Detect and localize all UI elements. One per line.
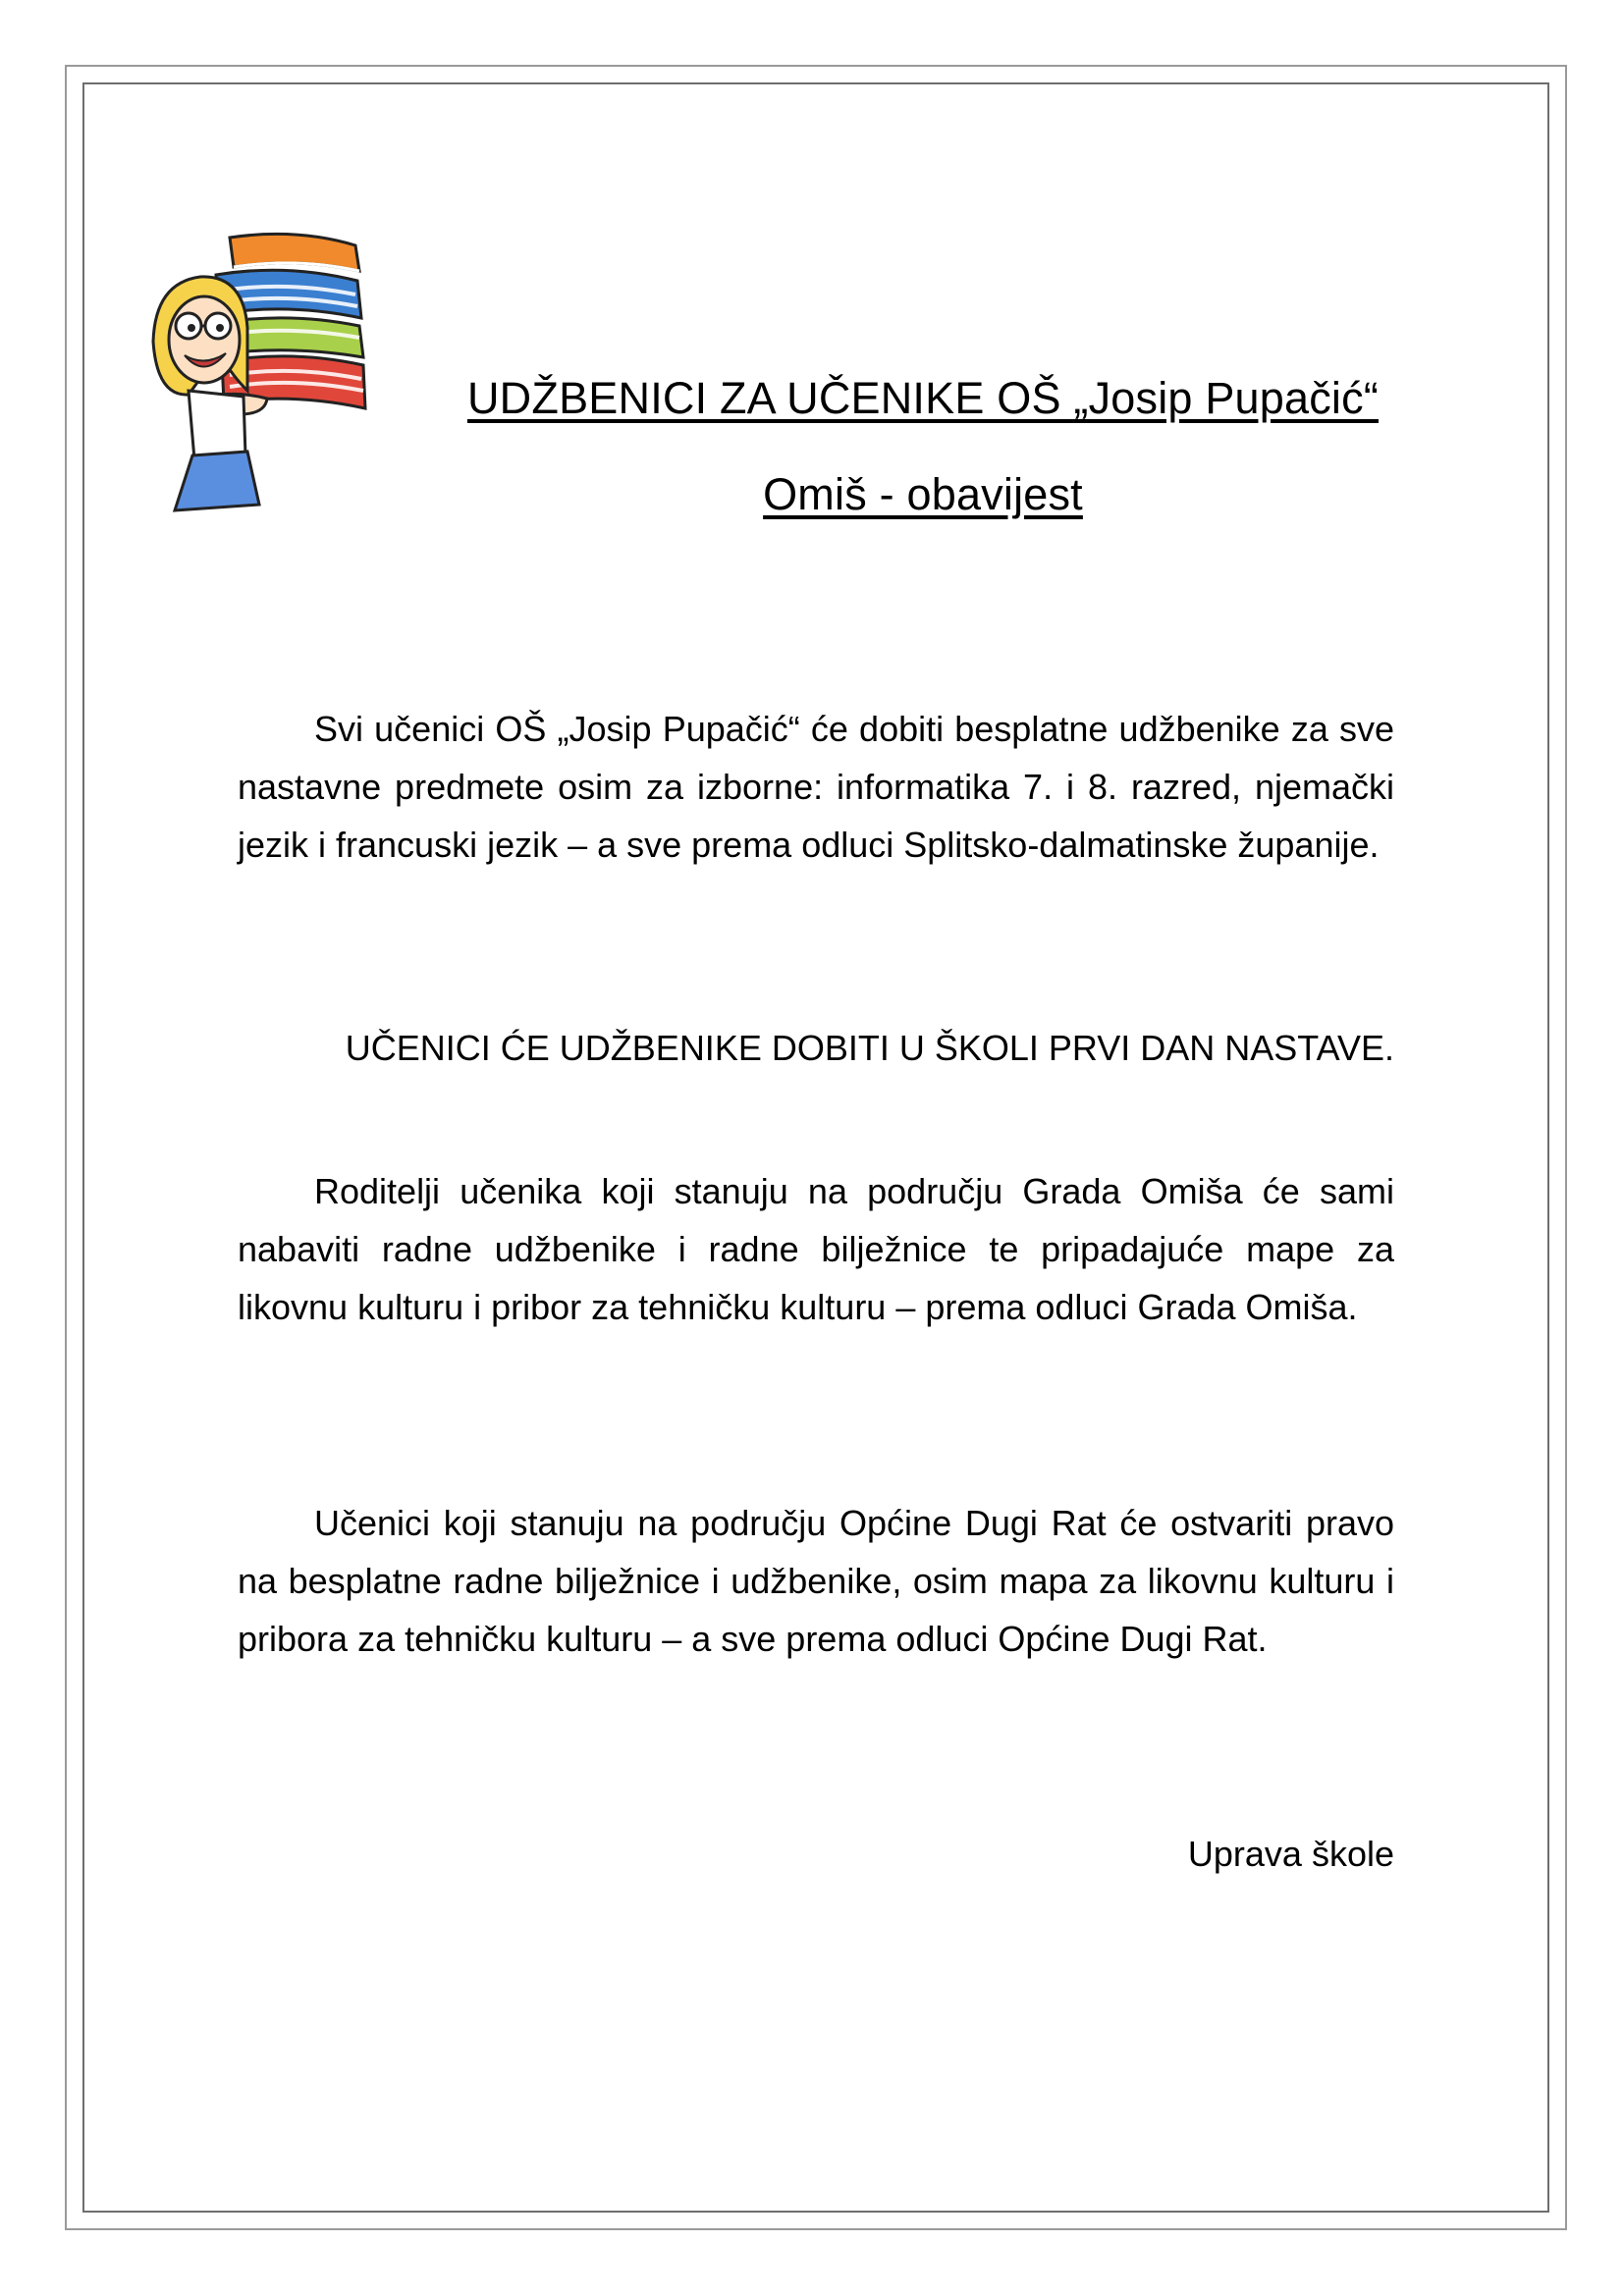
- document-title: UDŽBENICI ZA UČENIKE OŠ „Josip Pupačić“: [466, 373, 1379, 423]
- girl-carrying-books-icon: [149, 224, 395, 518]
- paragraph-free-textbooks: Svi učenici OŠ „Josip Pupačić“ će dobiti besplatne udžbenike za sve nastavne predmete osim za izborne: informatika 7. i 8. razred, njemački jezik i francuski jezik – a sve prema odluci Splitsko-dalmatinske županije.: [238, 709, 1394, 865]
- document-subtitle: Omiš - obavijest: [763, 469, 1083, 519]
- notice-first-day: UČENICI ĆE UDŽBENIKE DOBITI U ŠKOLI PRVI DAN NASTAVE.: [345, 1028, 1394, 1068]
- signature: Uprava škole: [1187, 1834, 1394, 1874]
- paragraph-omis-parents: Roditelji učenika koji stanuju na području Grada Omiša će sami nabaviti radne udžbenike i radne bilježnice te pripadajuće mape za likovnu kulturu i pribor za tehničku kulturu – prema odluci Grada Omiša.: [238, 1171, 1394, 1327]
- paragraph-dugi-rat: Učenici koji stanuju na području Općine Dugi Rat će ostvariti pravo na besplatne radne bilježnice i udžbenike, osim mapa za likovnu kulturu i pribora za tehničku kulturu – a sve prema odluci Općine Dugi Rat.: [238, 1503, 1394, 1659]
